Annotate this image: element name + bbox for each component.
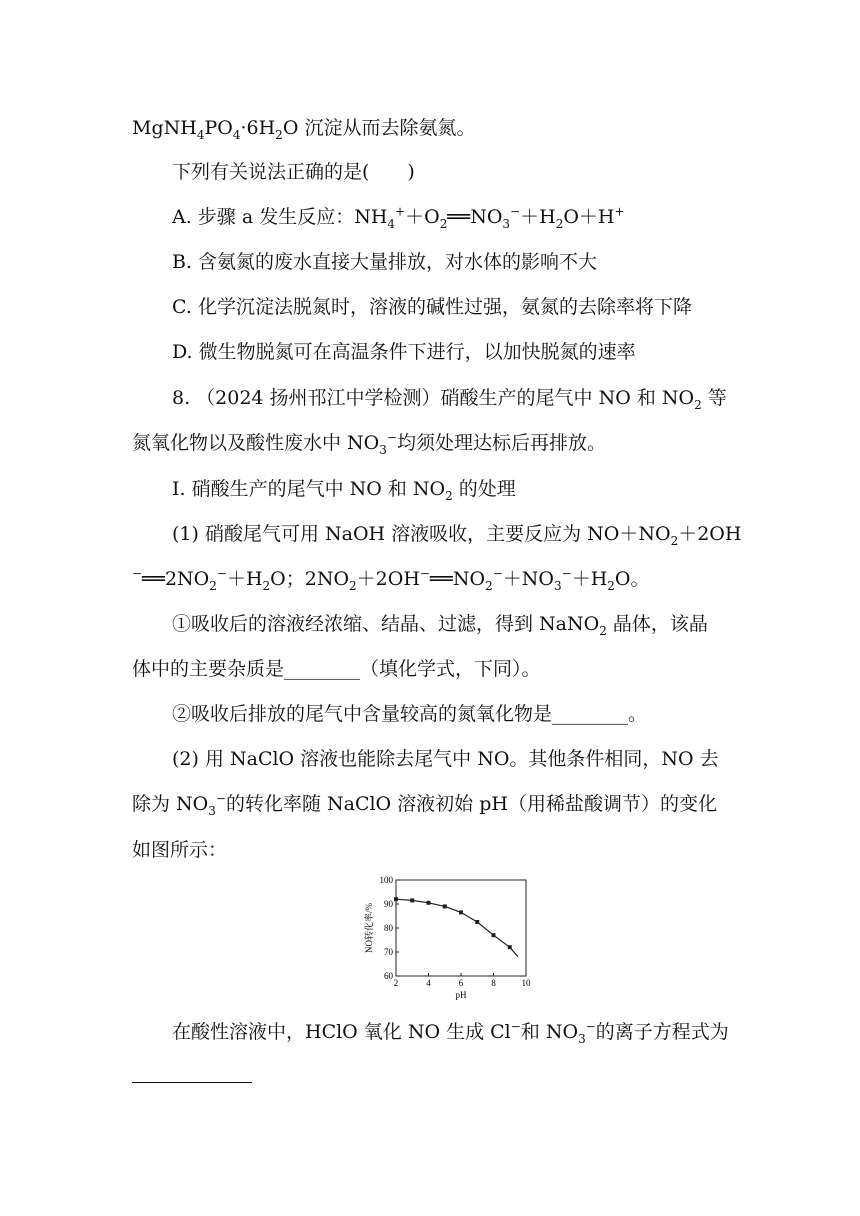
y-tick-label: 60 bbox=[384, 971, 393, 981]
option-d: D. 微生物脱氮可在高温条件下进行，以加快脱氮的速率 bbox=[172, 341, 636, 363]
sub-1-line2: 体中的主要杂质是________（填化学式，下同）。 bbox=[132, 658, 541, 680]
part-2-line3: 如图所示： bbox=[132, 839, 228, 861]
option-c: C. 化学沉淀法脱氮时，溶液的碱性过强，氨氮的去除率将下降 bbox=[172, 296, 692, 318]
formula-mgnh4po4: $MgNH_4PO_4\cdot 6H_2O$ bbox=[132, 117, 299, 142]
chart-svg bbox=[350, 868, 540, 1008]
data-point bbox=[410, 898, 414, 902]
x-tick-label: 6 bbox=[458, 978, 464, 988]
section-1-title: Ⅰ. 硝酸生产的尾气中 NO 和 $NO_2$ 的处理 bbox=[172, 478, 516, 503]
x-tick-label: 10 bbox=[521, 978, 531, 988]
data-point bbox=[443, 904, 447, 908]
data-point bbox=[459, 910, 463, 914]
data-point bbox=[427, 901, 431, 905]
question-8-line2: 氮氧化物以及酸性废水中 $NO_3^-$均须处理达标后再排放。 bbox=[132, 430, 606, 457]
x-axis-label: pH bbox=[455, 990, 467, 1000]
question-8-line1: 8. （2024 扬州邗江中学检测）硝酸生产的尾气中 NO 和 $NO_2$ 等 bbox=[172, 387, 727, 412]
part-1-line1: (1) 硝酸尾气可用 NaOH 溶液吸收，主要反应为 $NO+NO_2+2OH$ bbox=[172, 523, 742, 548]
part-2-line2: 除为 $NO_3^-$的转化率随 NaClO 溶液初始 pH（用稀盐酸调节）的变化 bbox=[132, 791, 717, 818]
part-3-line1: 在酸性溶液中，HClO 氧化 NO 生成 Cl−和 $NO_3^-$的离子方程式为 bbox=[172, 1019, 729, 1046]
data-point bbox=[508, 945, 512, 949]
answer-blank[interactable] bbox=[132, 1082, 252, 1083]
plot-frame bbox=[396, 880, 526, 976]
x-tick-label: 8 bbox=[491, 978, 496, 988]
series-line bbox=[396, 899, 518, 957]
y-axis-label: NO转化率/% bbox=[364, 903, 374, 953]
paragraph-top-rest: 沉淀从而去除氨氮。 bbox=[304, 117, 476, 139]
part-2-line1: (2) 用 NaClO 溶液也能除去尾气中 NO。其他条件相同，NO 去 bbox=[172, 748, 719, 770]
part-1-line2: $^-══2NO_2^-+H_2O$；$2NO_2+2OH^-══NO_2^-+NO_3^-+H_2O$。 bbox=[132, 566, 650, 593]
y-tick-label: 100 bbox=[379, 875, 393, 885]
y-tick-label: 90 bbox=[384, 899, 393, 909]
question-7-stem: 下列有关说法正确的是( ) bbox=[172, 161, 415, 183]
sub-2: ②吸收后排放的尾气中含量较高的氮氧化物是________。 bbox=[172, 703, 648, 725]
option-b: B. 含氨氮的废水直接大量排放，对水体的影响不大 bbox=[172, 251, 598, 273]
sub-1-line1: ①吸收后的溶液经浓缩、结晶、过滤，得到 NaNO$_2$ 晶体，该晶 bbox=[172, 613, 708, 638]
data-point bbox=[394, 897, 398, 901]
chart-no-conversion bbox=[350, 868, 540, 1008]
x-tick-label: 4 bbox=[426, 978, 431, 988]
y-tick-label: 80 bbox=[384, 923, 393, 933]
data-point bbox=[492, 933, 496, 937]
paragraph-top bbox=[132, 116, 475, 140]
y-tick-label: 70 bbox=[384, 947, 393, 957]
data-point bbox=[475, 920, 479, 924]
x-tick-label: 2 bbox=[393, 978, 399, 988]
option-a: A. 步骤 a 发生反应：$NH_4^++O_2══NO_3^-+H_2O+H^+$ bbox=[172, 204, 625, 231]
